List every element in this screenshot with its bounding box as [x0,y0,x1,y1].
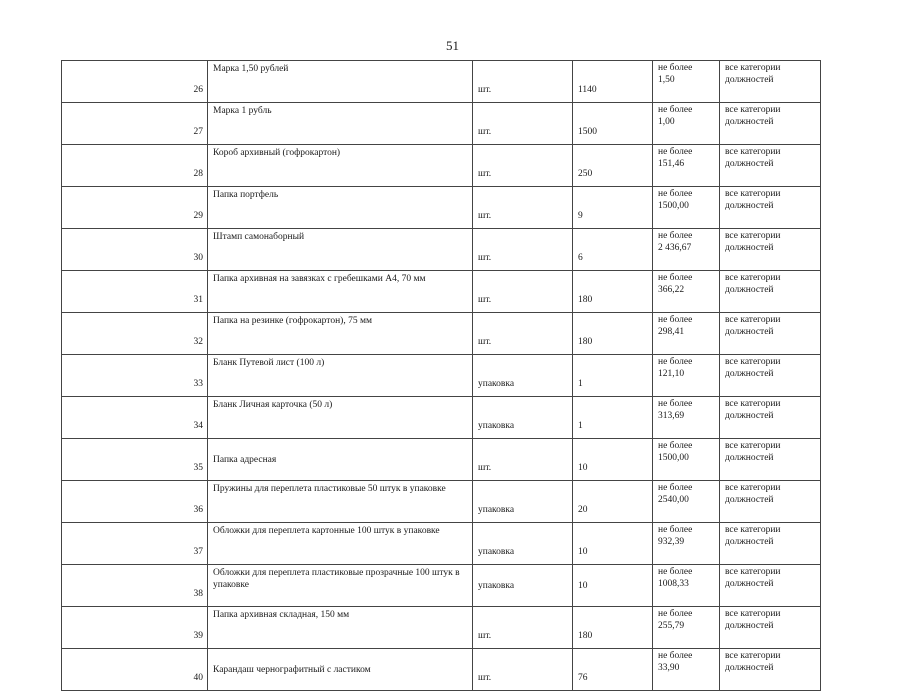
item-quantity: 180 [573,313,653,355]
price-prefix: не более [658,273,693,283]
category-line-1: все категории [725,357,781,367]
item-name: Обложки для переплета пластиковые прозрачные 100 штук в упаковке [208,565,473,607]
table-row [62,313,821,355]
price-value: 1500,00 [658,201,689,211]
item-name: Карандаш чернографитный с ластиком [208,649,473,691]
row-number: 33 [62,355,208,397]
item-quantity: 10 [573,523,653,565]
price-value: 121,10 [658,369,685,379]
item-unit: упаковка [473,565,573,607]
category-line-2: должностей [725,117,774,127]
row-number: 26 [62,61,208,103]
category-line-2: должностей [725,369,774,379]
price-value: 1,50 [658,75,675,85]
item-category [720,187,821,229]
item-price [653,229,720,271]
category-line-2: должностей [725,663,774,673]
item-unit: упаковка [473,481,573,523]
price-value: 255,79 [658,621,685,631]
price-prefix: не более [658,189,693,199]
category-line-2: должностей [725,327,774,337]
table-row [62,103,821,145]
item-unit: шт. [473,607,573,649]
category-line-2: должностей [725,579,774,589]
item-category [720,103,821,145]
category-line-2: должностей [725,537,774,547]
row-number: 35 [62,439,208,481]
item-quantity: 1 [573,397,653,439]
item-unit: упаковка [473,355,573,397]
category-line-1: все категории [725,315,781,325]
category-line-1: все категории [725,105,781,115]
row-number: 40 [62,649,208,691]
price-value: 1500,00 [658,453,689,463]
price-prefix: не более [658,357,693,367]
item-category [720,439,821,481]
price-prefix: не более [658,609,693,619]
price-value: 1008,33 [658,579,689,589]
item-unit: шт. [473,313,573,355]
item-quantity: 10 [573,565,653,607]
item-quantity: 180 [573,607,653,649]
item-category [720,145,821,187]
item-unit: шт. [473,439,573,481]
category-line-2: должностей [725,411,774,421]
item-quantity: 10 [573,439,653,481]
category-line-1: все категории [725,189,781,199]
price-value: 313,69 [658,411,685,421]
item-price [653,187,720,229]
price-value: 33,90 [658,663,680,673]
item-quantity: 250 [573,145,653,187]
category-line-2: должностей [725,159,774,169]
row-number: 30 [62,229,208,271]
table-row [62,481,821,523]
price-value: 2540,00 [658,495,689,505]
item-quantity: 1500 [573,103,653,145]
item-price [653,355,720,397]
category-line-1: все категории [725,567,781,577]
item-category [720,565,821,607]
item-unit: шт. [473,271,573,313]
item-category [720,61,821,103]
item-name: Марка 1 рубль [208,103,473,145]
table-row [62,607,821,649]
price-value: 366,22 [658,285,685,295]
table-row [62,397,821,439]
table-row [62,145,821,187]
item-unit: шт. [473,649,573,691]
price-value: 298,41 [658,327,685,337]
item-category [720,229,821,271]
items-table [61,60,821,691]
price-prefix: не более [658,315,693,325]
item-unit: упаковка [473,523,573,565]
item-name: Марка 1,50 рублей [208,61,473,103]
table-row [62,523,821,565]
table-row [62,61,821,103]
row-number: 38 [62,565,208,607]
item-price [653,61,720,103]
item-name: Папка архивная на завязках с гребешками А4, 70 мм [208,271,473,313]
table-row [62,355,821,397]
page-number: 51 [446,38,459,53]
category-line-2: должностей [725,243,774,253]
item-name: Обложки для переплета картонные 100 штук в упаковке [208,523,473,565]
item-name: Бланк Путевой лист (100 л) [208,355,473,397]
item-name: Папка адресная [208,439,473,481]
row-number: 27 [62,103,208,145]
item-name: Бланк Личная карточка (50 л) [208,397,473,439]
table-row [62,565,821,607]
category-line-2: должностей [725,201,774,211]
item-quantity: 180 [573,271,653,313]
category-line-1: все категории [725,231,781,241]
item-name: Штамп самонаборный [208,229,473,271]
item-unit: шт. [473,229,573,271]
category-line-2: должностей [725,495,774,505]
table-row [62,229,821,271]
category-line-1: все категории [725,399,781,409]
table-body [62,61,821,691]
item-price [653,145,720,187]
table-row [62,187,821,229]
category-line-1: все категории [725,63,781,73]
item-name: Папка портфель [208,187,473,229]
item-price [653,439,720,481]
item-quantity: 1 [573,355,653,397]
row-number: 29 [62,187,208,229]
table-row [62,271,821,313]
category-line-2: должностей [725,621,774,631]
item-unit: шт. [473,187,573,229]
item-price [653,103,720,145]
item-name: Пружины для переплета пластиковые 50 штук в упаковке [208,481,473,523]
item-category [720,607,821,649]
item-unit: шт. [473,103,573,145]
category-line-1: все категории [725,651,781,661]
category-line-1: все категории [725,525,781,535]
item-quantity: 1140 [573,61,653,103]
row-number: 39 [62,607,208,649]
category-line-2: должностей [725,285,774,295]
item-quantity: 20 [573,481,653,523]
item-price [653,649,720,691]
category-line-1: все категории [725,441,781,451]
price-value: 151,46 [658,159,685,169]
price-value: 2 436,67 [658,243,692,253]
item-category [720,481,821,523]
category-line-1: все категории [725,483,781,493]
price-prefix: не более [658,63,693,73]
item-price [653,607,720,649]
item-quantity: 6 [573,229,653,271]
item-price [653,523,720,565]
item-price [653,397,720,439]
item-unit: упаковка [473,397,573,439]
price-value: 932,39 [658,537,685,547]
price-value: 1,00 [658,117,675,127]
item-category [720,271,821,313]
item-name: Короб архивный (гофрокартон) [208,145,473,187]
row-number: 28 [62,145,208,187]
item-price [653,271,720,313]
price-prefix: не более [658,567,693,577]
item-unit: шт. [473,61,573,103]
category-line-2: должностей [725,75,774,85]
item-name: Папка на резинке (гофрокартон), 75 мм [208,313,473,355]
price-prefix: не более [658,399,693,409]
table-row [62,439,821,481]
row-number: 34 [62,397,208,439]
item-category [720,397,821,439]
price-prefix: не более [658,147,693,157]
item-category [720,355,821,397]
row-number: 37 [62,523,208,565]
row-number: 36 [62,481,208,523]
category-line-1: все категории [725,273,781,283]
row-number: 31 [62,271,208,313]
price-prefix: не более [658,651,693,661]
table-row [62,649,821,691]
item-category [720,649,821,691]
item-price [653,313,720,355]
price-prefix: не более [658,525,693,535]
item-category [720,523,821,565]
category-line-1: все категории [725,147,781,157]
item-price [653,481,720,523]
item-price [653,565,720,607]
item-name: Папка архивная складная, 150 мм [208,607,473,649]
price-prefix: не более [658,441,693,451]
price-prefix: не более [658,105,693,115]
price-prefix: не более [658,231,693,241]
row-number: 32 [62,313,208,355]
category-line-2: должностей [725,453,774,463]
item-quantity: 76 [573,649,653,691]
item-unit: шт. [473,145,573,187]
category-line-1: все категории [725,609,781,619]
item-category [720,313,821,355]
item-quantity: 9 [573,187,653,229]
price-prefix: не более [658,483,693,493]
